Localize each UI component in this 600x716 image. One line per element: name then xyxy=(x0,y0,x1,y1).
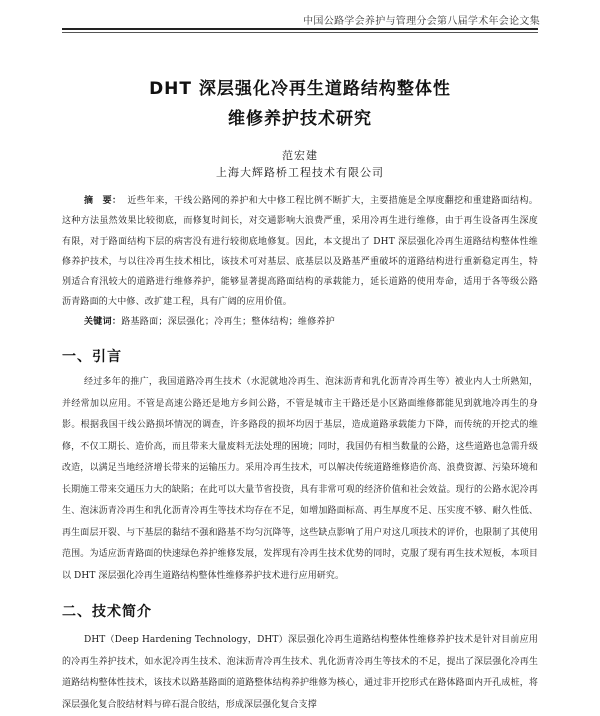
abstract-text: 近些年来，干线公路网的养护和大中修工程比例不断扩大，主要措施是全厚度翻挖和重建路面结构。这种方法虽然效果比较彻底，而修复时间长，对交通影响大浪费严重，采用冷再生进行维修，由于再生设备再生深度有限，对于路面结构下层的病害没有进行较彻底地修复。因此，本文提出了 DHT 深层强化冷再生道路结构整体性维修养护技术，与以往冷再生技术相比，该技术可对基层、底基层以及路基严重破坏的道路结构进行重新稳定再生，特别适合育汛较大的道路进行维修养护，能够显著提高路面结构的承载能力，延长道路的使用寿命，适用于各等级公路沥青路面的大中修、改扩建工程，具有广阔的应用价值。 xyxy=(62,196,538,308)
abstract xyxy=(62,191,538,313)
section-paragraph-technology: DHT（Deep Hardening Technology，DHT）深层强化冷再生道路结构整体性维修养护技术是针对目前应用的冷再生养护技术，如水泥冷再生技术、泡沫沥青冷再生技术、乳化沥青冷再生等技术的不足，提出了深层强化冷再生道路结构整体性技术，该技术以路基路面的道路整体结构养护维修为核心，通过非开挖形式在路体路面内开孔成桩，将深层强化复合胶结材料与碎石混合胶结，形成深层强化复合支撑 xyxy=(62,635,538,710)
author-name: 范宏建 xyxy=(282,149,318,162)
keywords-label: 关键词： xyxy=(84,317,122,327)
abstract-label: 摘 要： xyxy=(84,196,122,206)
section-heading-introduction: 一、引言 xyxy=(62,349,122,365)
section-paragraph-introduction: 经过多年的推广，我国道路冷再生技术（水泥就地冷再生、泡沫沥青和乳化沥青冷再生等）被业内人士所熟知，并经常加以应用。不管是高速公路还是地方乡间公路，不管是城市主干路还是小区路面维修都能见到就地冷再生的身影。根据我国干线公路损坏情况的调查，许多路段的损坏均因于基层，造成道路承载能力下降，而传统的开挖式的维修，不仅工期长、造价高，而且带来大量废料无法处理的困境；同时，我国仍有相当数量的公路，这些道路也急需升级改造，以满足当地经济增长带来的运输压力。采用冷再生技术，可以解决传统道路维修造价高、浪费资源、污染环境和长期施工带来交通压力大的缺陷；在此可以大量节省投资，具有非常可观的经济价值和社会效益。现行的公路水泥冷再生、泡沫沥青冷再生和乳化沥青冷再生等技术均存在不足，如增加路面标高、再生厚度不足、压实度不够、耐久性低、再生面层开裂、与下基层的黏结不强和路基不均匀沉降等，这些缺点影响了用户对这几项技术的评价，也限制了其使用范围。为适应沥青路面的快速绿色养护维修发展，发挥现有冷再生技术优势的同时，克服了现有再生技术短板，本项目以 DHT 深层强化冷再生道路结构整体性维修养护技术进行应用研究。 xyxy=(62,377,538,581)
section-heading-technology: 二、技术简介 xyxy=(62,604,152,620)
keywords-text: 路基路面；深层强化；冷再生；整体结构；维修养护 xyxy=(121,317,336,327)
keywords xyxy=(84,314,538,327)
paper-title-line-1: DHT 深层强化冷再生道路结构整体性 xyxy=(149,79,451,99)
author-affiliation: 上海大辉路桥工程技术有限公司 xyxy=(216,166,384,179)
paper-title-line-2: 维修养护技术研究 xyxy=(228,109,372,129)
header-rule-thin xyxy=(62,32,538,33)
header-rule-thick xyxy=(62,28,538,30)
running-head: 中国公路学会养护与管理分会第八届学术年会论文集 xyxy=(303,16,540,27)
